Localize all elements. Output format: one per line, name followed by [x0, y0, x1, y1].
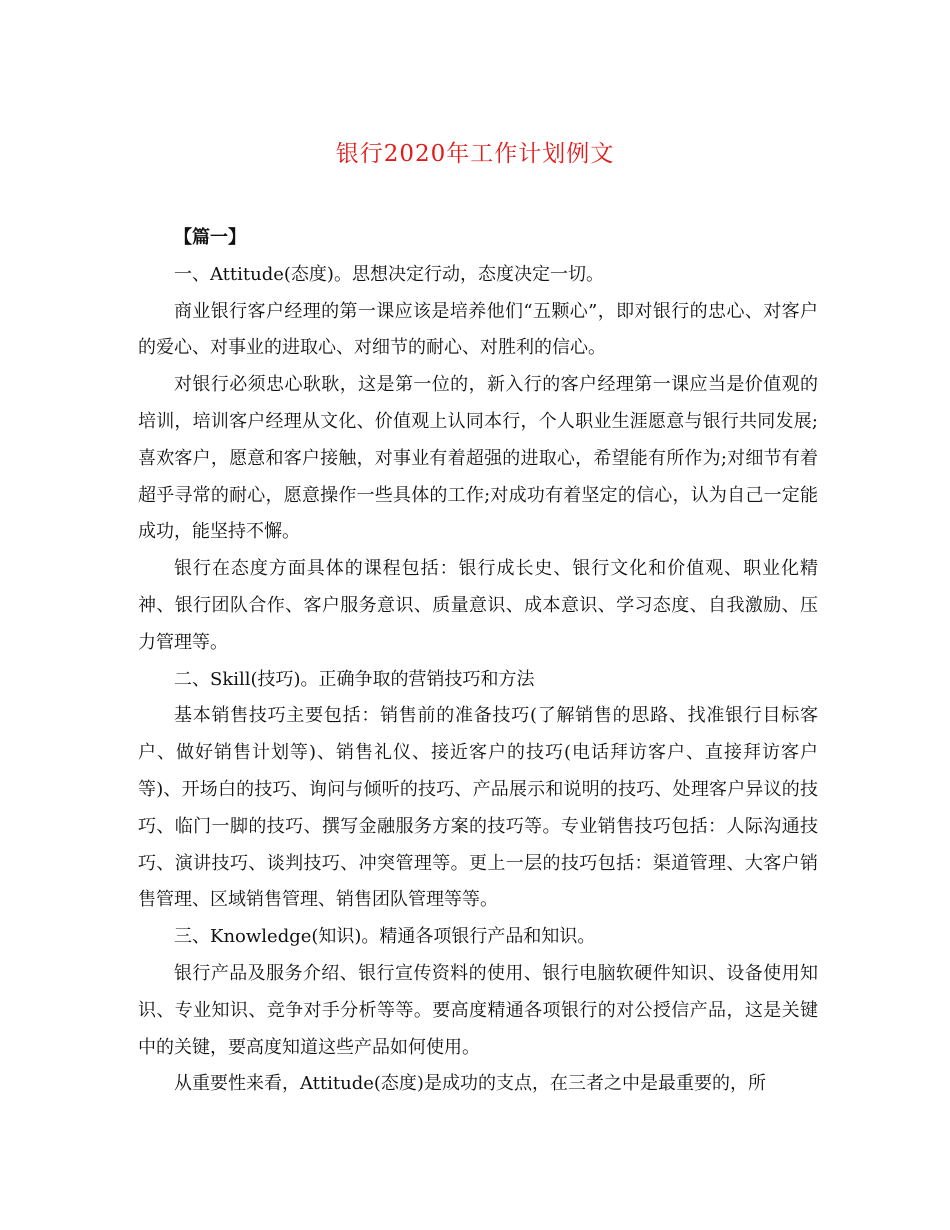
paragraph-skill-heading: 二、Skill(技巧)。正确争取的营销技巧和方法: [174, 668, 535, 690]
paragraph: 从重要性来看，Attitude(态度)是成功的支点，在三者之中是最重要的，所: [174, 1073, 766, 1095]
document-body: [138, 220, 818, 1103]
paragraph-attitude-heading: 一、Attitude(态度)。思想决定行动，态度决定一切。: [174, 263, 604, 285]
paragraph: 对银行必须忠心耿耿，这是第一位的，新入行的客户经理第一课应当是价值观的培训，培训客户经理从文化、价值观上认同本行，个人职业生涯愿意与银行共同发展;喜欢客户，愿意和客户接触，对事业有着超强的进取心，希望能有所作为;对细节有着超乎寻常的耐心，愿意操作一些具体的工作;对成功有着坚定的信心，认为自己一定能成功，能坚持不懈。: [138, 374, 818, 543]
paragraph: 商业银行客户经理的第一课应该是培养他们“五颗心”，即对银行的忠心、对客户的爱心、对事业的进取心、对细节的耐心、对胜利的信心。: [138, 300, 818, 359]
paragraph: 基本销售技巧主要包括：销售前的准备技巧(了解销售的思路、找准银行目标客户、做好销售计划等)、销售礼仪、接近客户的技巧(电话拜访客户、直接拜访客户等)、开场白的技巧、询问与倾听的技巧、产品展示和说明的技巧、处理客户异议的技巧、临门一脚的技巧、撰写金融服务方案的技巧等。专业销售技巧包括：人际沟通技巧、演讲技巧、谈判技巧、冲突管理等。更上一层的技巧包括：渠道管理、大客户销售管理、区域销售管理、销售团队管理等等。: [138, 705, 818, 911]
section-label: 【篇一】: [174, 227, 246, 248]
paragraph-knowledge-heading: 三、Knowledge(知识)。精通各项银行产品和知识。: [174, 926, 596, 948]
document-title: 银行2020年工作计划例文: [335, 141, 615, 167]
paragraph: 银行产品及服务介绍、银行宣传资料的使用、银行电脑软硬件知识、设备使用知识、专业知识、竞争对手分析等等。要高度精通各项银行的对公授信产品，这是关键中的关键，要高度知道这些产品如何使用。: [138, 962, 818, 1058]
paragraph: 银行在态度方面具体的课程包括：银行成长史、银行文化和价值观、职业化精神、银行团队合作、客户服务意识、质量意识、成本意识、学习态度、自我激励、压力管理等。: [138, 558, 818, 653]
